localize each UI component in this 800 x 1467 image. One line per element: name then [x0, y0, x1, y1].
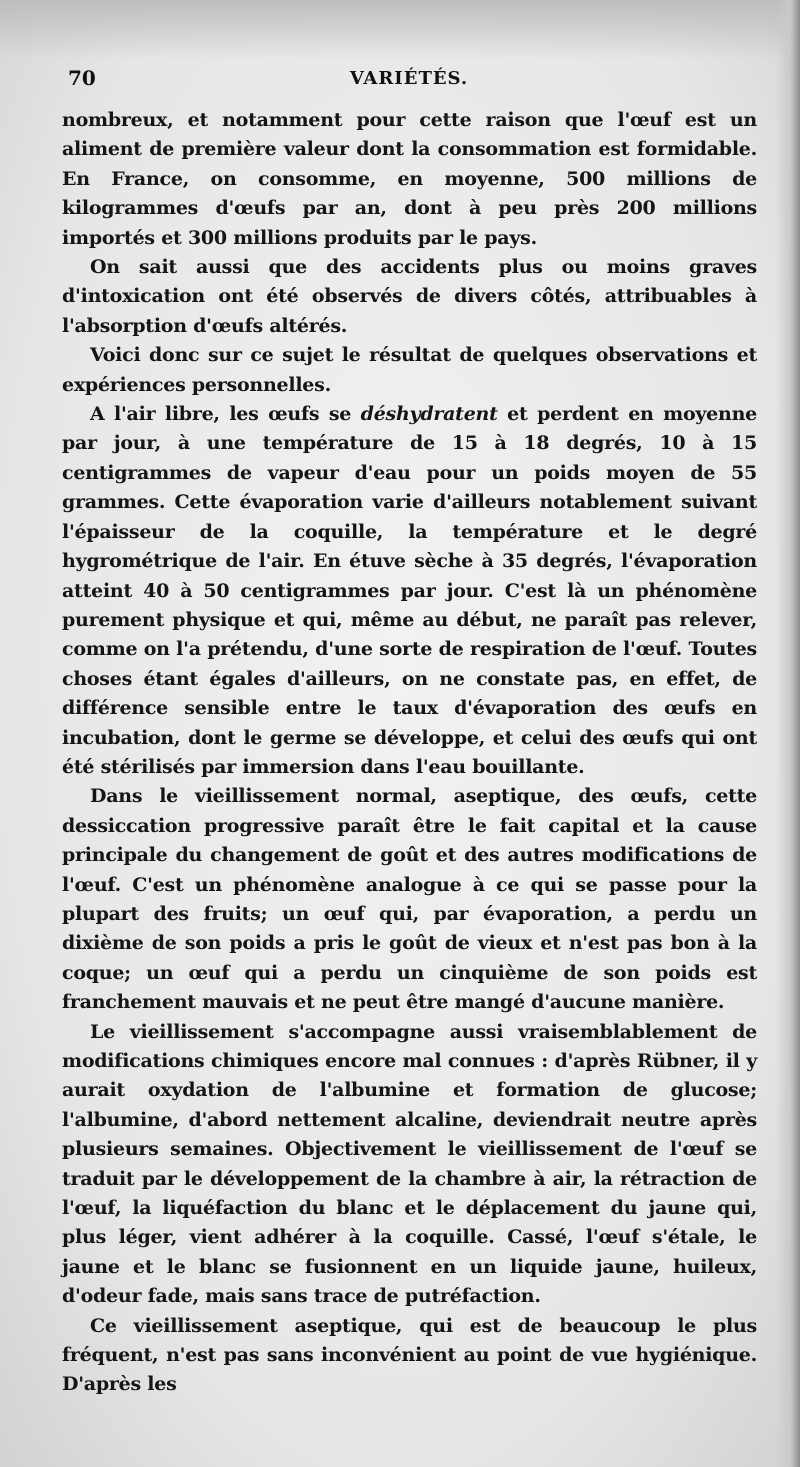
- body-text: [62, 106, 757, 1400]
- paragraph-evaporation: [62, 400, 757, 782]
- page-top-shading: [0, 0, 800, 60]
- paragraph-hygiene: Ce vieillissement aseptique, qui est de beaucoup le plus fréquent, n'est pas sans inconvénient au point de vue hygiénique. D'après les: [62, 1314, 757, 1396]
- page-header: [68, 66, 750, 96]
- paragraph-chemical-changes: Le vieillissement s'accompagne aussi vraisemblablement de modifications chimiques encore mal connues : d'après Rübner, il y aurait oxydation de l'albumine et formation de glucose; l'albumine, d'abord nettement alcaline, deviendrait neutre après plusieurs semaines. Objectivement le vieillissement de l'œuf se traduit par le développement de la chambre à air, la rétraction de l'œuf, la liquéfaction du blanc et le déplacement du jaune qui, plus léger, vient adhérer à la coquille. Cassé, l'œuf s'étale, le jaune et le blanc se fusionnent en un liquide jaune, huileux, d'odeur fade, mais sans trace de putréfaction.: [62, 1020, 757, 1308]
- paragraph-aging: Dans le vieillissement normal, aseptique, des œufs, cette dessiccation progressive paraît être le fait capital et la cause principale du changement de goût et des autres modifications de l'œuf. C'est un phénomène analogue à ce qui se passe pour la plupart des fruits; un œuf qui, par évaporation, a perdu un dixième de son poids a pris le goût de vieux et n'est pas bon à la coque; un œuf qui a perdu un cinquième de son poids est franchement mauvais et ne peut être mangé d'aucune manière.: [62, 785, 757, 1014]
- page-right-edge-shading: [776, 0, 800, 1467]
- page-number: 70: [68, 66, 96, 90]
- paragraph-evaporation-rest: et perdent en moyenne par jour, à une température de 15 à 18 degrés, 10 à 15 centigrammes de vapeur d'eau pour un poids moyen de 55 grammes. Cette évaporation varie d'ailleurs notablement suivant l'épaisseur de la coquille, la température et le degré hygrométrique de l'air. En étuve sèche à 35 degrés, l'évaporation atteint 40 à 50 centigrammes par jour. C'est là un phénomène purement physique et qui, même au début, ne paraît pas relever, comme on l'a prétendu, d'une sorte de respiration de l'œuf. Toutes choses étant égales d'ailleurs, on ne constate pas, en effet, de différence sensible entre le taux d'évaporation des œufs en incubation, dont le germe se développe, et celui des œufs qui ont été stérilisés par immersion dans l'eau bouillante.: [62, 403, 757, 778]
- paragraph-intoxication: On sait aussi que des accidents plus ou moins graves d'intoxication ont été observés de divers côtés, attribuables à l'absorption d'œufs altérés.: [62, 256, 757, 337]
- running-title: VARIÉTÉS.: [349, 68, 469, 89]
- paragraph-evaporation-start: A l'air libre, les œufs se: [90, 403, 361, 426]
- emphasized-word: déshydratent: [360, 403, 498, 426]
- paragraph-continued: nombreux, et notamment pour cette raison que l'œuf est un aliment de première valeur dont la consommation est formidable. En France, on consomme, en moyenne, 500 millions de kilogrammes d'œufs par an, dont à peu près 200 millions importés et 300 millions produits par le pays.: [62, 109, 757, 249]
- paragraph-observations: Voici donc sur ce sujet le résultat de quelques observations et expériences personnelles.: [62, 344, 757, 396]
